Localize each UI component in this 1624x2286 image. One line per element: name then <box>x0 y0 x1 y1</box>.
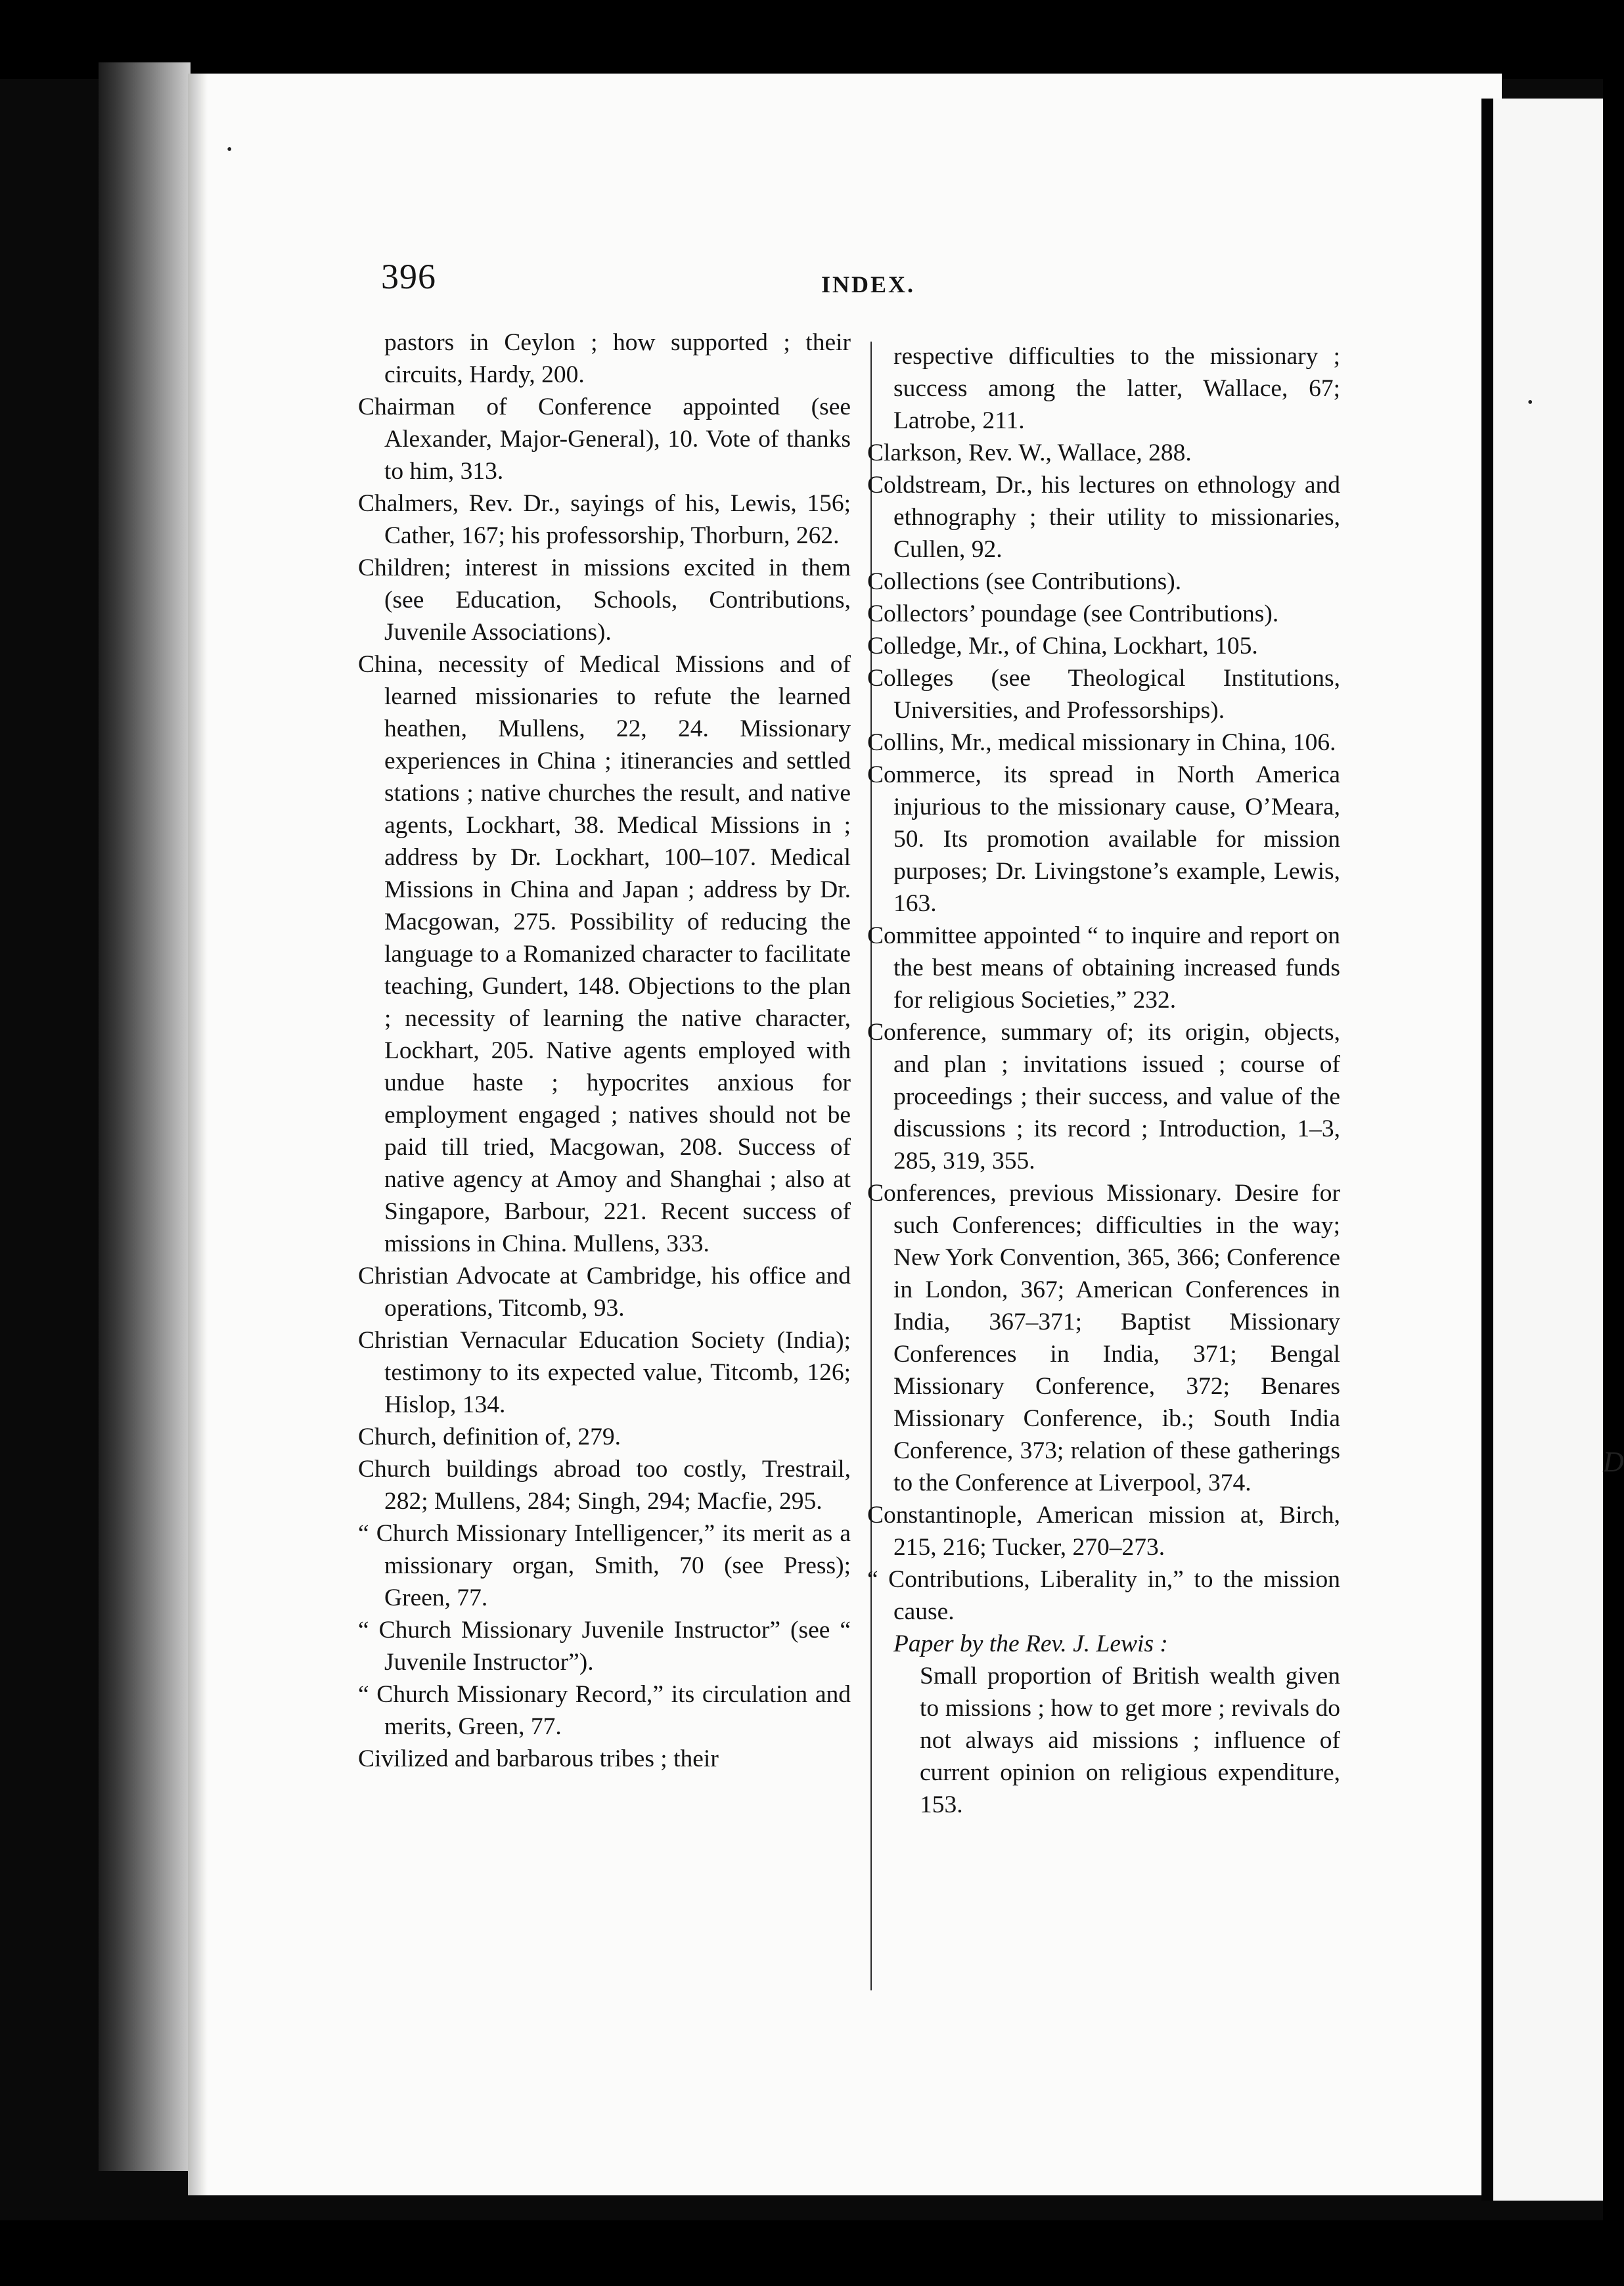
index-entry: respective difficulties to the missionary ; success among the latter, Wallace, 67; Latrobe, 211. <box>893 343 1340 434</box>
index-entry: Constantinople, American mission at, Birch, 215, 216; Tucker, 270–273. <box>867 1502 1340 1561</box>
index-entry: Conferences, previous Missionary. Desire for such Conferences; difficulties in the way; New York Convention, 365, 366; Conference in London, 367; American Conferences in India, 367–371; Baptist Missionary Conferences in India, 371; Bengal Missionary Conference, 372; Benares Missionary Conference, ib.; South India Conference, 373; relation of these gatherings to the Conference at Liverpool, 374. <box>867 1180 1340 1496</box>
index-entry: “ Church Missionary Record,” its circulation and merits, Green, 77. <box>358 1681 851 1740</box>
index-entry: Colleges (see Theological Institutions, Universities, and Professorships). <box>867 665 1340 724</box>
facing-page-letter: D <box>1603 1446 1624 1478</box>
index-entry: Church buildings abroad too costly, Trestrail, 282; Mullens, 284; Singh, 294; Macfie, 295. <box>358 1456 851 1515</box>
index-entry: “ Contributions, Liberality in,” to the mission cause. <box>867 1566 1340 1625</box>
right-column <box>867 340 1340 1821</box>
index-entry: Colledge, Mr., of China, Lockhart, 105. <box>867 633 1258 660</box>
index-entry: Coldstream, Dr., his lectures on ethnology and ethnography ; their utility to missionaries, Cullen, 92. <box>867 472 1340 563</box>
index-entry: pastors in Ceylon ; how supported ; their circuits, Hardy, 200. <box>384 329 851 388</box>
scan-border-bottom <box>0 2220 1624 2286</box>
index-entry: Chairman of Conference appointed (see Alexander, Major-General), 10. Vote of thanks to him, 313. <box>358 393 851 485</box>
index-entry: Children; interest in missions excited in them (see Education, Schools, Contributions, Juvenile Associations). <box>358 554 851 646</box>
index-entry: Conference, summary of; its origin, objects, and plan ; invitations issued ; course of proceedings ; their success, and value of the discussions ; its record ; Introduction, 1–3, 285, 319, 355. <box>867 1019 1340 1175</box>
index-entry: Christian Advocate at Cambridge, his office and operations, Titcomb, 93. <box>358 1263 851 1322</box>
book-spine <box>99 62 191 2171</box>
running-head: INDEX. <box>821 271 916 298</box>
page-number: 396 <box>381 257 436 296</box>
index-entry: Christian Vernacular Education Society (India); testimony to its expected value, Titcomb, 126; Hislop, 134. <box>358 1327 851 1418</box>
index-entry: China, necessity of Medical Missions and of learned missionaries to refute the learned heathen, Mullens, 22, 24. Missionary experiences in China ; itinerancies and settled stations ; native churches the result, and native agents, Lockhart, 38. Medical Missions in ; address by Dr. Lockhart, 100–107. Medical Missions in China and Japan ; address by Dr. Macgowan, 275. Possibility of reducing the language to a Romanized character to facilitate teaching, Gundert, 148. Objections to the plan ; necessity of learning the native character, Lockhart, 205. Native agents employed with undue haste ; hypocrites anxious for employment engaged ; natives should not be paid till tried, Macgowan, 208. Success of native agency at Amoy and Shanghai ; also at Singapore, Barbour, 221. Recent success of missions in China. Mullens, 333. <box>358 651 851 1257</box>
index-entry: Collections (see Contributions). <box>867 568 1182 595</box>
index-subheading: Paper by the Rev. J. Lewis : <box>893 1630 1168 1657</box>
index-entry: Collectors’ poundage (see Contributions). <box>867 600 1279 627</box>
scan-border-top <box>0 0 1624 79</box>
index-entry: “ Church Missionary Intelligencer,” its merit as a missionary organ, Smith, 70 (see Press); Green, 77. <box>358 1520 851 1611</box>
index-entry: Committee appointed “ to inquire and report on the best means of obtaining increased funds for religious Societies,” 232. <box>867 922 1340 1014</box>
index-entry: Church, definition of, 279. <box>358 1423 621 1450</box>
index-entry: Small proportion of British wealth given to missions ; how to get more ; revivals do not always aid missions ; influence of current opinion on religious expenditure, 153. <box>920 1663 1340 1818</box>
gutter-shadow <box>188 74 208 2195</box>
index-entry: Collins, Mr., medical missionary in China, 106. <box>867 729 1336 756</box>
index-entry: Clarkson, Rev. W., Wallace, 288. <box>867 439 1192 466</box>
scan-border-right <box>1603 66 1624 2233</box>
speck-mark: • <box>227 141 233 158</box>
speck-mark: • <box>1527 394 1533 411</box>
index-entry: Civilized and barbarous tribes ; their <box>358 1745 719 1772</box>
left-column <box>358 326 851 1775</box>
index-entry: Commerce, its spread in North America injurious to the missionary cause, O’Meara, 50. Its promotion available for mission purposes; Dr. Livingstone’s example, Lewis, 163. <box>867 761 1340 917</box>
index-entry: “ Church Missionary Juvenile Instructor” (see “ Juvenile Instructor”). <box>358 1617 851 1676</box>
index-entry: Chalmers, Rev. Dr., sayings of his, Lewis, 156; Cather, 167; his professorship, Thorburn, 262. <box>358 490 851 549</box>
